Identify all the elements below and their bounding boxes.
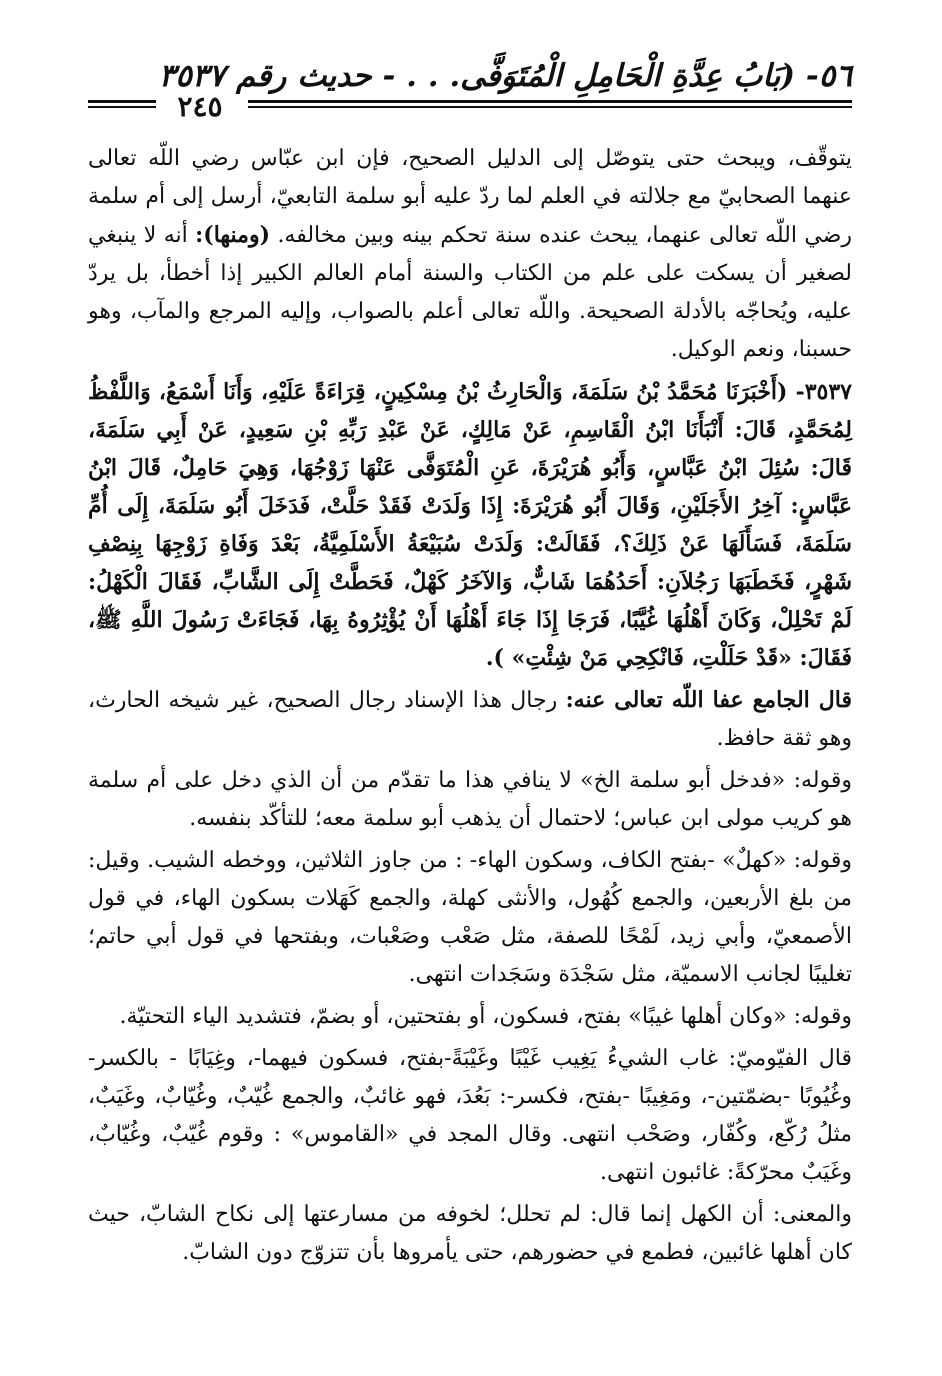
paragraph-fayyumi: قال الفيّوميّ: غاب الشيءُ يَغِيب غَيْبًا وغَيْبَةً-بفتح، فسكون فيهما-، وغِيَابًا - بالكسر- وغُيُوبًا -بضمّتين-، ومَغِيبًا -بفتح، فكسر-: بَعُدَ، فهو غائبٌ، والجمع غُيّبٌ، وغُيّابٌ، وغَيَبٌ، مثلُ رُكّع، وكُفّار، وصَحْب انتهى. وقال المجد في «القاموس» : وقوم غُيّبٌ، وغُيّابٌ، وغَيَبٌ محرّكةً: غائبون انتهى. <box>88 1046 852 1185</box>
page-body <box>88 140 852 1316</box>
paragraph-1-label: (ومنها): <box>195 222 271 248</box>
paragraph-ghuyyab: وقوله: «وكان أهلها غيبًا» بفتح، فسكون، أو بفتحتين، أو بضمّ، فتشديد الياء التحتيّة. <box>119 1004 852 1029</box>
hadith-text: ٣٥٣٧- (أَخْبَرَنَا مُحَمَّدُ بْنُ سَلَمَةَ، وَالْحَارِثُ بْنُ مِسْكِينٍ، قِرَاءَةً عَلَيْهِ، وَأَنَا أَسْمَعُ، وَاللَّفْظُ لِمُحَمَّدٍ، قَالَ: أَنْبَأَنَا ابْنُ الْقَاسِمِ، عَنْ مَالِكٍ، عَنْ عَبْدِ رَبِّهِ بْنِ سَعِيدٍ، عَنْ أَبِي سَلَمَةَ، قَالَ: سُئِلَ ابْنُ عَبَّاسٍ، وَأَبُو هُرَيْرَةَ، عَنِ الْمُتَوَفَّى عَنْهَا زَوْجُهَا، وَهِيَ حَامِلٌ، قَالَ ابْنُ عَبَّاسٍ: آخِرُ الأَجَلَيْنِ، وَقَالَ أَبُو هُرَيْرَةَ: إِذَا وَلَدَتْ فَقَدْ حَلَّتْ، فَدَخَلَ أَبُو سَلَمَةَ، إِلَى أُمِّ سَلَمَةَ، فَسَأَلَهَا عَنْ ذَلِكَ؟، فَقَالَتْ: وَلَدَتْ سُبَيْعَةُ الأَسْلَمِيَّةُ، بَعْدَ وَفَاةِ زَوْجِهَا بِنِصْفِ شَهْرٍ، فَخَطَبَهَا رَجُلاَنِ: أَحَدُهُمَا شَابٌّ، وَالآخَرُ كَهْلٌ، فَحَطَّتْ إِلَى الشَّابِّ، فَقَالَ الْكَهْلُ: لَمْ تَحْلِلْ، وَكَانَ أَهْلُهَا غُيَّبًا، فَرَجَا إِذَا جَاءَ أَهْلُهَا أَنْ يُؤْثِرُوهُ بِهَا، فَجَاءَتْ رَسُولَ اللَّهِ ﷺ، فَقَالَ: «قَدْ حَلَلْتِ، فَانْكِحِي مَنْ شِئْتِ» ). <box>88 379 852 671</box>
header-rule-short-top <box>88 100 156 103</box>
page-header <box>0 0 942 140</box>
paragraph-1-text-b: أنه لا ينبغي لصغير أن يسكت على علم من الكتاب والسنة أمام العالم الكبير إذا أخطأ، بل يردّ عليه، ويُحاجّه بالأدلة الصحيحة. واللّه تعالى أعلم بالصواب، وإليه المرجع والمآب، وهو حسبنا، ونعم الوكيل. <box>88 223 852 362</box>
paragraph-kahl: وقوله: «كهلٌ» -بفتح الكاف، وسكون الهاء- : من جاوز الثلاثين، ووخطه الشيب. وقيل: من بلغ الأربعين، والجمع كُهُول، والأنثى كهلة، والجمع كَهَلات بسكون الهاء، في قول الأصمعيّ، وأبي زيد، لَمْحًا للصفة، مثل صَعْب وصَعْبات، وبفتحها في قول أبي حاتم؛ تغليبًا لجانب الاسميّة، مثل سَجْدَة وسَجَدات انتهى. <box>88 848 852 987</box>
paragraph-meaning: والمعنى: أن الكهل إنما قال: لم تحلل؛ لخوفه من مسارعتها إلى نكاح الشابّ، حيث كان أهلها غائبين، فطمع في حضورهم، حتى يأمروها بأن تتزوّج دون الشابّ. <box>88 1202 852 1265</box>
paragraph-abu-salama: وقوله: «فدخل أبو سلمة الخ» لا ينافي هذا ما تقدّم من أن الذي دخل على أم سلمة هو كريب مولى ابن عباس؛ لاحتمال أن يذهب أبو سلمة معه؛ للتأكّد بنفسه. <box>88 768 852 831</box>
header-rule-long-bottom <box>248 106 852 108</box>
page-number: ٢٤٥ <box>177 90 223 123</box>
header-rule-long-top <box>248 100 852 103</box>
paragraph-jami-note <box>88 681 852 758</box>
running-title: ٥٦- (بَابُ عِدَّةِ الْحَامِلِ الْمُتَوَفَّى. . . - حديث رقم ٣٥٣٧ <box>158 58 852 94</box>
jami-text: رجال هذا الإسناد رجال الصحيح، غير شيخه الحارث، وهو ثقة حافظ. <box>88 688 852 751</box>
jami-label: قال الجامع عفا اللّه تعالى عنه: <box>565 687 853 713</box>
paragraph-commentary-1 <box>88 140 852 369</box>
header-rule-short-bottom <box>88 106 156 108</box>
paragraph-1-text-a: يتوقّف، ويبحث حتى يتوصّل إلى الدليل الصحيح، فإن ابن عبّاس رضي اللّه تعالى عنهما الصحابيّ مع جلالته في العلم لما ردّ عليه أبو سلمة التابعيّ، أرسل إلى أم سلمة رضي اللّه تعالى عنهما، يبحث عنده سنة تحكم بينه وبين مخالفه. <box>88 146 852 248</box>
